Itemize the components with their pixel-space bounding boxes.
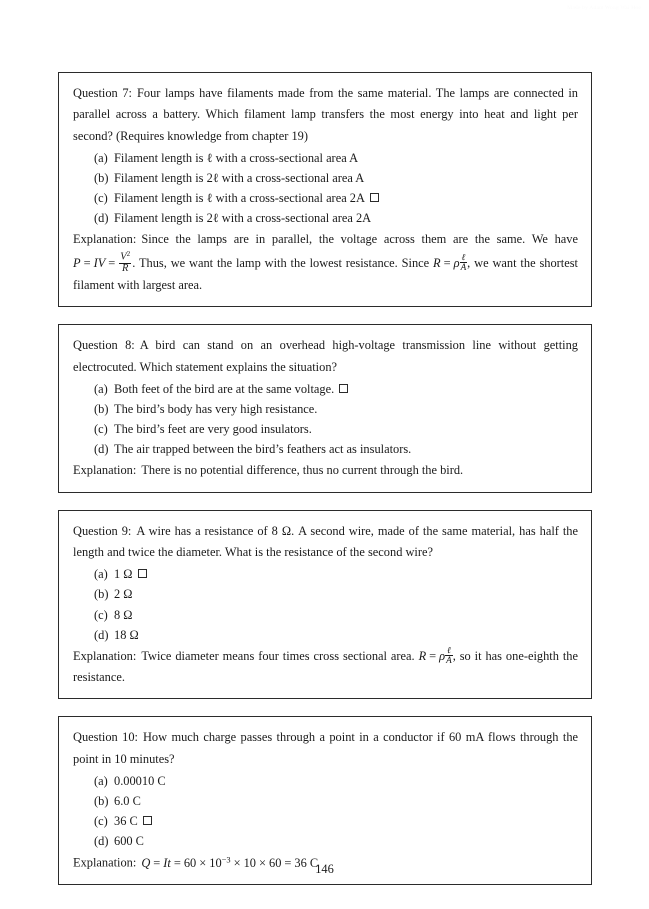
question-7-explanation <box>73 229 578 296</box>
charge-value-60: 60 <box>183 855 197 870</box>
explanation-9-text-2: , so it has one-eighth the resistance. <box>73 648 578 685</box>
option-9-a[interactable] <box>94 564 578 584</box>
option-10-a-text: 0.00010 C <box>114 774 166 789</box>
option-8-a[interactable] <box>94 379 578 399</box>
option-7-b-text: Filament length is 2ℓ with a cross-sectional area A <box>114 171 365 186</box>
option-8-a-text: Both feet of the bird are at the same voltage. <box>114 382 335 396</box>
answer-checkbox-8-a[interactable] <box>339 384 348 393</box>
question-box-9 <box>58 510 592 700</box>
option-9-a-text: 1 Ω <box>114 567 133 582</box>
option-8-b-tag: (b) <box>94 402 109 417</box>
explanation-prefix-9: Explanation: <box>73 648 137 663</box>
formula-charge-10: $Q = It = 60 \times 10^{-3} \times 10 \times 60 = 36$ C <box>141 854 319 870</box>
charge-symbol: Q <box>141 855 151 870</box>
option-8-d[interactable] <box>94 439 578 459</box>
question-8-options <box>73 379 578 459</box>
ohm-symbol-9: Ω <box>281 523 292 538</box>
explanation-7-text-1: Since the lamps are in parallel, the voltage across them are the same. We have <box>141 232 578 247</box>
charge-base-10: 10 <box>209 855 222 870</box>
option-9-b-text: 2 Ω <box>114 587 133 602</box>
option-7-a[interactable] <box>94 148 578 168</box>
question-9-stem-text-1: A wire has a resistance of 8 <box>136 523 278 538</box>
option-10-d[interactable] <box>94 831 578 851</box>
option-10-b-text: 6.0 C <box>114 794 141 809</box>
charge-unit: C <box>309 855 319 870</box>
formula-resistance-7: R = ρ $\frac{\text{ℓ}}{A}$ <box>433 252 467 273</box>
explanation-9-text-1: Twice diameter means four times cross sectional area. <box>141 648 415 663</box>
option-10-b[interactable] <box>94 791 578 811</box>
option-8-a-tag: (a) <box>94 382 108 396</box>
option-7-b[interactable] <box>94 168 578 188</box>
question-box-8 <box>58 324 592 492</box>
option-10-d-text: 600 C <box>114 834 144 849</box>
option-10-d-tag: (d) <box>94 834 109 849</box>
question-9-options <box>73 564 578 644</box>
option-8-b[interactable] <box>94 399 578 419</box>
option-10-a[interactable] <box>94 771 578 791</box>
option-9-c-text: 8 Ω <box>114 607 133 622</box>
option-7-d[interactable] <box>94 208 578 228</box>
page-content <box>58 72 592 902</box>
question-10-stem-text: How much charge passes through a point in a conductor if 60 mA flows through the point in 10 minutes? <box>73 730 579 766</box>
question-10-options <box>73 771 578 851</box>
explanation-7-text-2: . Thus, we want the lamp with the lowest resistance. Since <box>132 255 430 270</box>
option-10-c-tag: (c) <box>94 814 108 829</box>
explanation-8-text-1: There is no potential difference, thus no current through the bird. <box>141 463 464 478</box>
page-watermark: Made by Adam Wong Wai Hoe <box>567 5 641 11</box>
question-8-stem <box>73 335 578 378</box>
option-7-b-tag: (b) <box>94 171 109 186</box>
option-9-c[interactable] <box>94 605 578 625</box>
question-10-stem <box>73 727 578 770</box>
question-9-explanation <box>73 646 578 689</box>
option-7-a-tag: (a) <box>94 150 108 165</box>
explanation-7-text-3: , we want the shortest filament with largest area. <box>73 255 578 293</box>
option-7-c-tag: (c) <box>94 191 108 206</box>
page-number: 146 <box>315 862 334 876</box>
option-9-b[interactable] <box>94 584 578 604</box>
option-7-c-text: Filament length is ℓ with a cross-sectional area 2A <box>114 191 365 206</box>
answer-checkbox-7-c[interactable] <box>370 193 379 202</box>
charge-exponent: −3 <box>221 854 231 865</box>
current-time-symbol: It <box>163 855 171 870</box>
explanation-prefix-8: Explanation: <box>73 463 137 478</box>
charge-value-60b: 60 <box>269 855 282 870</box>
option-9-d-tag: (d) <box>94 627 109 642</box>
question-8-stem-text: A bird can stand on an overhead high-voltage transmission line without getting electrocuted. Which statement explains the situation? <box>73 338 578 374</box>
option-9-c-tag: (c) <box>94 607 108 622</box>
option-8-b-text: The bird’s body has very high resistance. <box>114 402 318 417</box>
option-8-c-text: The bird’s feet are very good insulators. <box>114 422 312 437</box>
formula-resistance-9: R = ρ $\frac{\text{ℓ}}{A}$ <box>418 645 452 666</box>
question-9-stem-text-2: . A second wire, made of the same material, has half the length and twice the diameter. What is the resistance of the second wire? <box>73 523 578 560</box>
option-7-d-tag: (d) <box>94 211 109 226</box>
question-box-7 <box>58 72 592 307</box>
option-10-b-tag: (b) <box>94 794 109 809</box>
option-8-d-text: The air trapped between the bird’s feathers act as insulators. <box>114 442 412 457</box>
question-box-10 <box>58 716 592 885</box>
option-9-a-tag: (a) <box>94 567 108 582</box>
formula-power-7: P = IV = $\frac{V^2}{R}$ <box>73 249 131 275</box>
answer-checkbox-9-a[interactable] <box>138 569 147 578</box>
option-9-d-text: 18 Ω <box>114 627 139 642</box>
explanation-prefix-10: Explanation: <box>73 855 137 870</box>
option-10-c-text: 36 C <box>114 814 138 829</box>
option-10-c[interactable] <box>94 811 578 831</box>
question-9-label: Question 9: <box>73 523 132 538</box>
question-7-label: Question 7: <box>73 86 132 100</box>
question-7-stem-text: Four lamps have filaments made from the same material. The lamps are connected in parallel across a battery. Which filament lamp transfers the most energy into heat and light per second? (Requires knowledge from chapter 19) <box>73 86 578 143</box>
option-7-a-text: Filament length is ℓ with a cross-sectional area A <box>114 150 359 165</box>
option-8-c-tag: (c) <box>94 422 108 437</box>
option-8-d-tag: (d) <box>94 442 109 457</box>
option-7-d-text: Filament length is 2ℓ with a cross-sectional area 2A <box>114 211 372 226</box>
question-7-stem <box>73 83 578 147</box>
question-7-options <box>73 148 578 228</box>
question-8-explanation <box>73 460 578 481</box>
question-10-label: Question 10: <box>73 730 138 745</box>
option-8-c[interactable] <box>94 419 578 439</box>
answer-checkbox-10-c[interactable] <box>143 816 152 825</box>
charge-result: 36 <box>294 855 307 870</box>
question-9-stem <box>73 521 578 564</box>
explanation-prefix-7: Explanation: <box>73 232 137 247</box>
question-8-label: Question 8: <box>73 338 135 353</box>
option-9-d[interactable] <box>94 625 578 645</box>
option-7-c[interactable] <box>94 188 578 208</box>
option-10-a-tag: (a) <box>94 774 108 789</box>
option-9-b-tag: (b) <box>94 587 109 602</box>
charge-value-10: 10 <box>243 855 256 870</box>
